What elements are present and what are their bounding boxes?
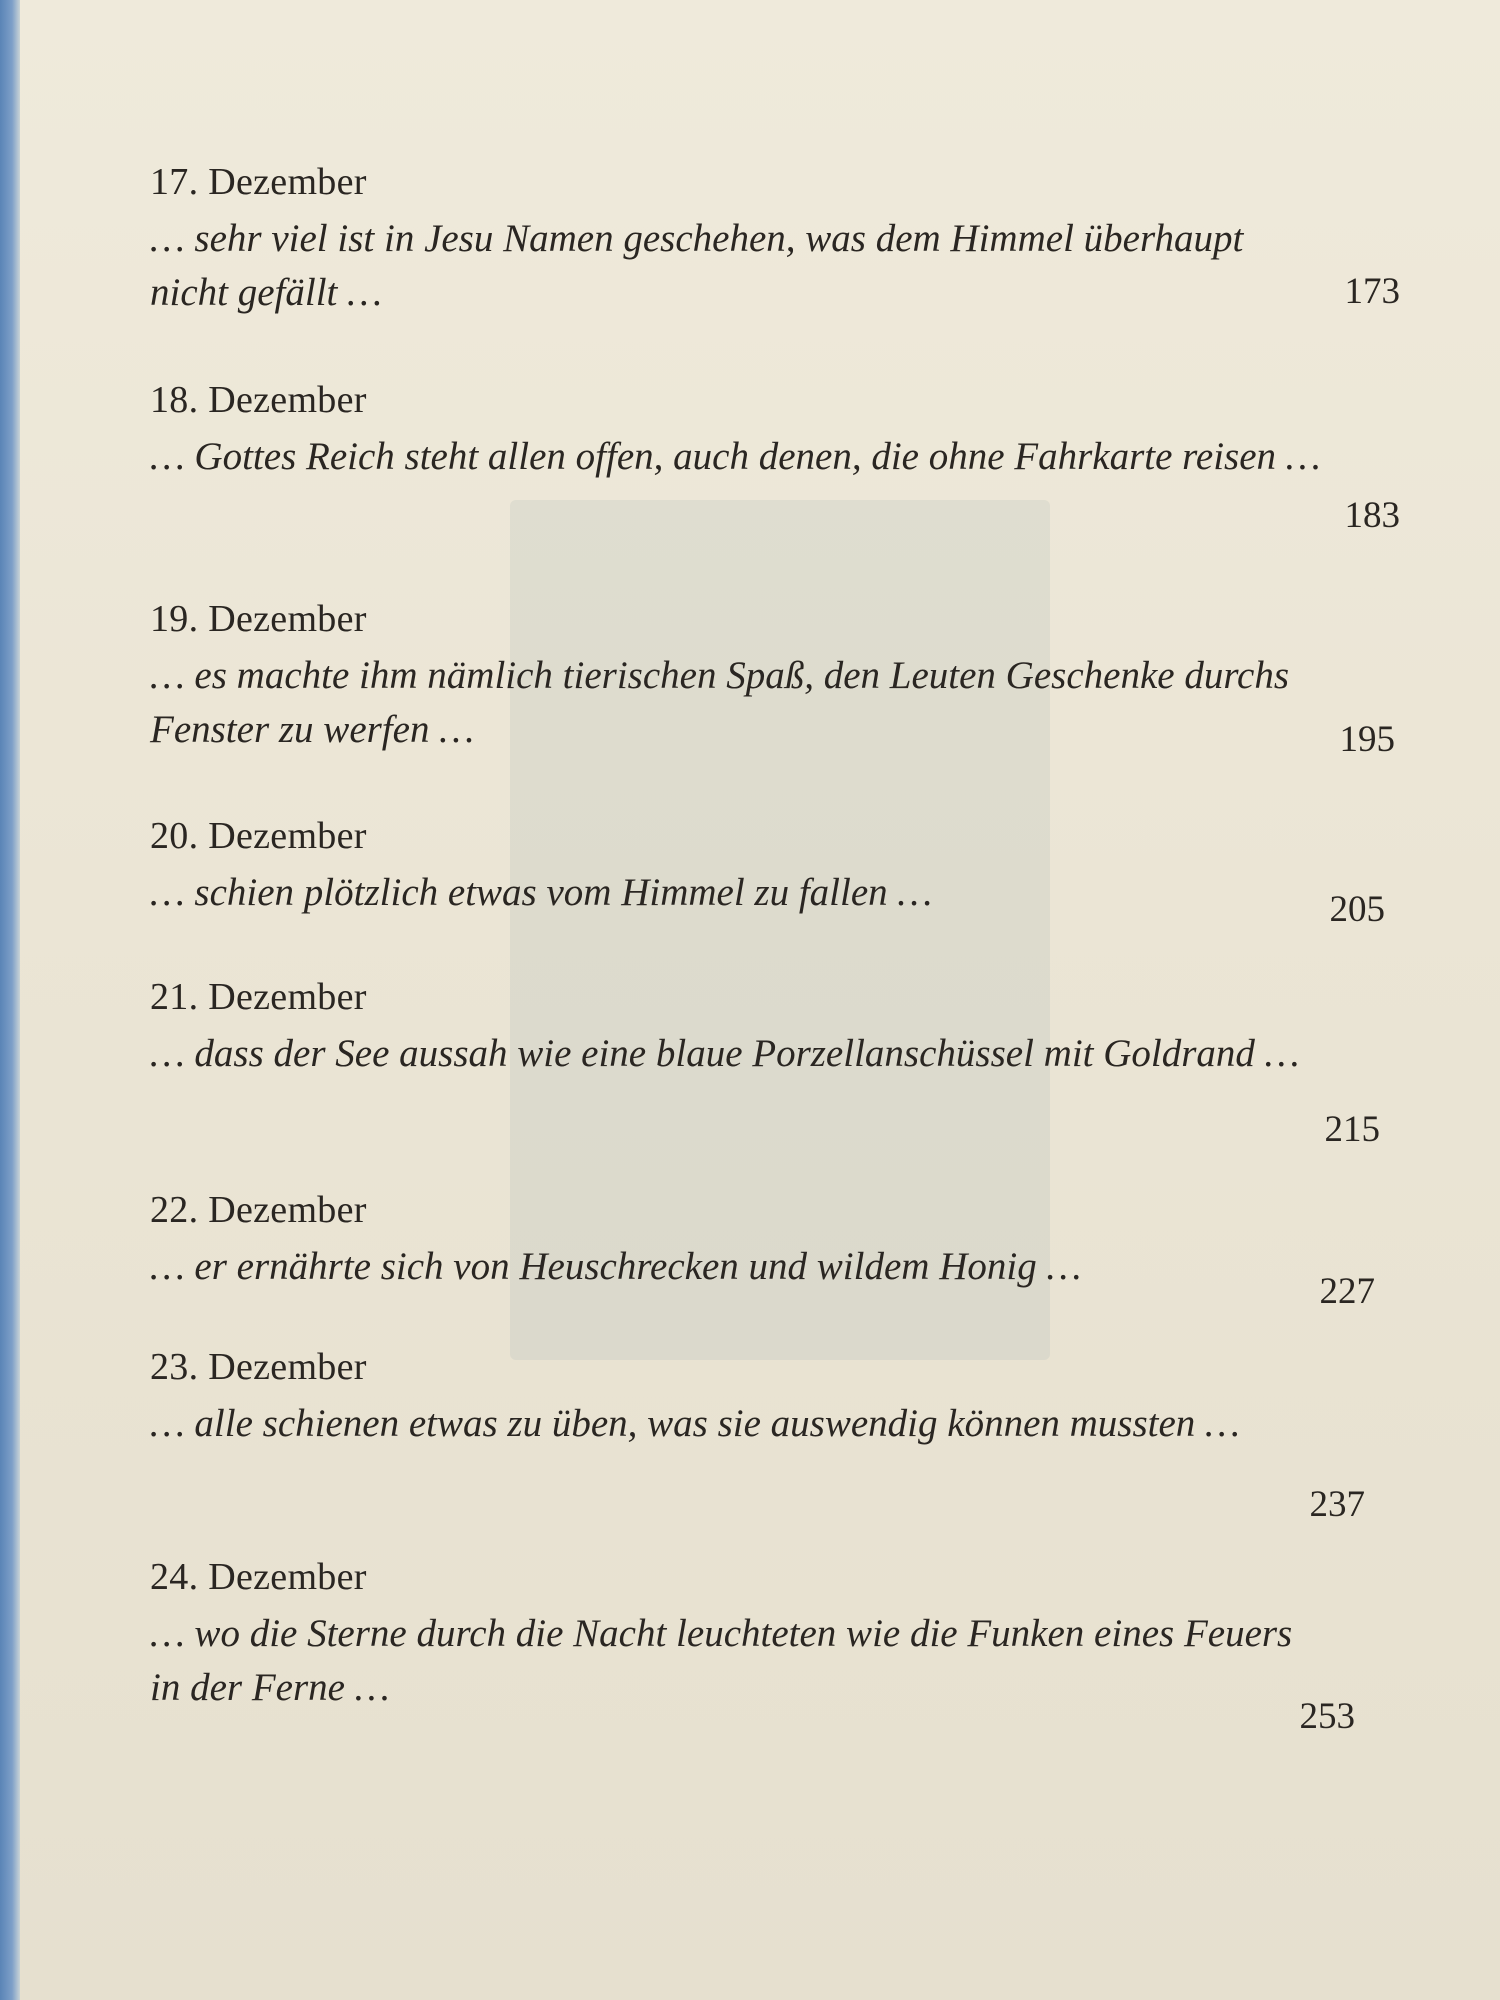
entry-quote-line: … alle schienen etwas zu üben, was sie auswendig können mussten …: [150, 1402, 1240, 1445]
toc-entry-20: [150, 814, 1410, 920]
entry-quote-line: … sehr viel ist in Jesu Namen geschehen, was dem Himmel überhaupt: [150, 217, 1244, 260]
entry-quote-line: Fenster zu werfen …: [150, 708, 474, 751]
entry-quote-line: … er ernährte sich von Heuschrecken und wildem Honig …: [150, 1245, 1082, 1288]
entry-quote-line: … es machte ihm nämlich tierischen Spaß, den Leuten Geschenke durchs: [150, 654, 1290, 697]
entry-page-number: 205: [1329, 889, 1385, 930]
entry-page-number: 253: [1299, 1696, 1355, 1737]
entry-quote-line: … schien plötzlich etwas vom Himmel zu fallen …: [150, 871, 933, 914]
toc-entry-24: [150, 1555, 1410, 1715]
entry-quote-line: … wo die Sterne durch die Nacht leuchteten wie die Funken eines Feuers: [150, 1612, 1293, 1655]
entry-page-number: 237: [1309, 1484, 1365, 1525]
entry-date: 19. Dezember: [150, 598, 367, 640]
entry-quote-line: in der Ferne …: [150, 1666, 390, 1709]
entry-page-number: 227: [1319, 1271, 1375, 1312]
toc-entry-23: [150, 1345, 1410, 1451]
entry-date: 21. Dezember: [150, 976, 367, 1018]
entry-date: 20. Dezember: [150, 815, 367, 857]
toc-entry-21: [150, 975, 1410, 1081]
toc-entry-22: [150, 1188, 1410, 1294]
entry-page-number: 173: [1344, 271, 1400, 312]
entry-page-number: 183: [1344, 495, 1400, 536]
entry-page-number: 195: [1339, 719, 1395, 760]
toc-entry-19: [150, 597, 1410, 757]
toc-entry-17: [150, 160, 1410, 320]
entry-page-number: 215: [1324, 1109, 1380, 1150]
entry-date: 24. Dezember: [150, 1556, 367, 1598]
entry-date: 23. Dezember: [150, 1346, 367, 1388]
entry-quote-line: nicht gefällt …: [150, 271, 382, 314]
entry-date: 17. Dezember: [150, 161, 367, 203]
book-cover-edge: [0, 0, 20, 2000]
entry-date: 18. Dezember: [150, 379, 367, 421]
entry-date: 22. Dezember: [150, 1189, 367, 1231]
entry-quote-line: … Gottes Reich steht allen offen, auch denen, die ohne Fahrkarte reisen …: [150, 435, 1321, 478]
entry-quote-line: … dass der See aussah wie eine blaue Porzellanschüssel mit Goldrand …: [150, 1032, 1300, 1075]
toc-entry-18: [150, 378, 1410, 484]
